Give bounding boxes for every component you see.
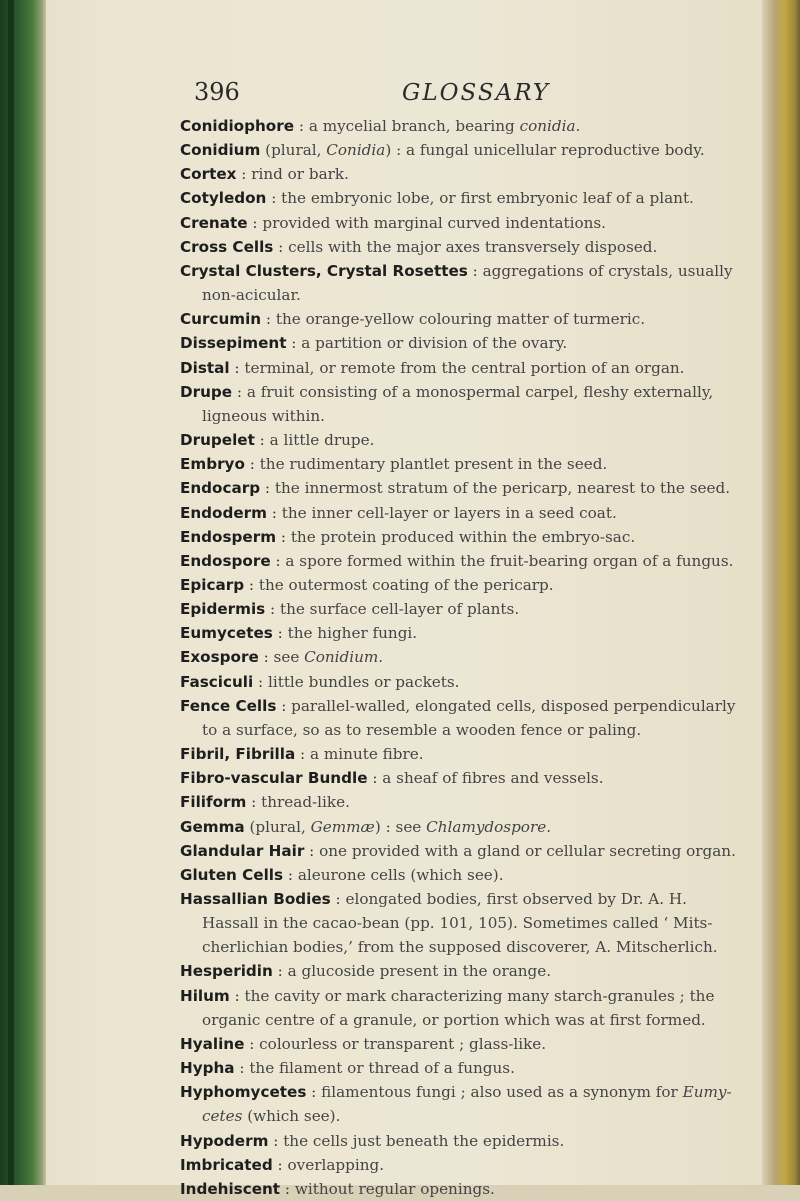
definition-text: the inner cell-layer or layers in a seed coat.: [281, 503, 617, 522]
definition-text: provided with marginal curved indentations.: [262, 213, 607, 232]
glossary-term: Epidermis: [180, 600, 266, 619]
definition-text: colourless or transparent ; glass-like.: [259, 1034, 547, 1053]
definition-text: see: [273, 648, 305, 667]
glossary-entry: [180, 815, 740, 839]
glossary-definition: [270, 431, 375, 449]
glossary-term: Exospore: [180, 648, 259, 667]
glossary-term: Hyphomycetes: [180, 1083, 307, 1102]
definition-italic-text: Eumy-cetes: [202, 1083, 732, 1126]
definition-text: a fruit consisting of a monospermal carpel, fleshy externally, ligneous within.: [202, 382, 714, 425]
glossary-entry: [180, 356, 740, 380]
glossary-term: Fence Cells: [180, 696, 277, 715]
definition-text: rind or bark.: [251, 165, 349, 184]
definition-text: the outermost coating of the pericarp.: [258, 575, 554, 594]
glossary-entry: [180, 549, 740, 573]
glossary-entry: [180, 621, 740, 645]
glossary-entry: [180, 307, 740, 331]
term-separator: :: [283, 865, 298, 884]
glossary-definition: [319, 842, 736, 860]
glossary-entry: [180, 1056, 740, 1080]
definition-text: the surface cell-layer of plants.: [279, 600, 520, 619]
term-separator: :: [265, 600, 280, 619]
term-separator: :: [276, 527, 291, 546]
definition-text: (which see).: [242, 1107, 341, 1126]
term-separator: :: [270, 551, 286, 570]
glossary-entry: [180, 573, 740, 597]
term-separator: :: [261, 310, 276, 329]
term-separator: :: [232, 382, 247, 401]
glossary-definition: [260, 455, 608, 473]
definition-italic-text: Conidium.: [304, 648, 384, 667]
definition-text: the orange-yellow colouring matter of turmeric.: [275, 310, 646, 329]
glossary-definition: [282, 504, 617, 522]
glossary-definition: [250, 818, 552, 836]
glossary-term: Hesperidin: [180, 962, 273, 981]
glossary-entry: [180, 211, 740, 235]
term-separator: :: [272, 624, 288, 643]
term-separator: :: [258, 648, 274, 667]
glossary-term: Conidiophore: [180, 117, 295, 135]
definition-text: a little drupe.: [269, 431, 375, 450]
glossary-entry: [180, 138, 740, 162]
definition-italic-text: Gemmæ: [310, 817, 375, 836]
term-separator: :: [268, 1131, 284, 1150]
term-separator: :: [266, 189, 282, 208]
glossary-term: Cortex: [180, 165, 237, 184]
term-separator: :: [234, 1059, 250, 1078]
glossary-term: Filiform: [180, 793, 247, 812]
glossary-entry: [180, 162, 740, 186]
term-separator: :: [244, 455, 260, 474]
glossary-definition: [281, 189, 694, 207]
glossary-entry: [180, 839, 740, 863]
definition-text: the embryonic lobe, or first embryonic leaf of a plant.: [281, 189, 694, 208]
glossary-definition: [288, 962, 552, 980]
glossary-entry: [180, 645, 740, 669]
glossary-entry: [180, 1129, 740, 1153]
term-separator: :: [286, 334, 302, 353]
definition-text: without regular openings.: [294, 1179, 495, 1198]
term-separator: :: [229, 358, 245, 377]
definition-text: overlapping.: [287, 1155, 385, 1174]
glossary-term: Eumycetes: [180, 624, 273, 643]
glossary-entry: [180, 742, 740, 766]
glossary-definition: [280, 600, 519, 618]
glossary-entry: [180, 114, 740, 138]
glossary-definition: [298, 866, 504, 884]
glossary-definition: [274, 648, 384, 666]
glossary-term: Cotyledon: [180, 189, 267, 208]
term-separator: :: [330, 890, 346, 908]
definition-text: aleurone cells (which see).: [297, 865, 504, 884]
definition-text: the protein produced within the embryo-sac.: [290, 527, 636, 546]
term-separator: :: [229, 986, 245, 1005]
glossary-entry: [180, 694, 740, 742]
term-separator: :: [253, 672, 268, 691]
definition-text: a sheaf of fibres and vessels.: [382, 769, 604, 788]
term-separator: :: [260, 479, 275, 498]
glossary-entry: [180, 186, 740, 210]
term-separator: :: [244, 575, 259, 594]
glossary-term: Embryo: [180, 455, 245, 474]
book-binding-left: [0, 0, 46, 1185]
glossary-entry: [180, 984, 740, 1032]
page-number: 396: [194, 78, 240, 106]
glossary-definition: [262, 214, 606, 232]
glossary-entry: [180, 670, 740, 694]
definition-text: aggregations of crystals, usually non-acicular.: [202, 261, 733, 305]
glossary-definition: [275, 479, 730, 497]
definition-text: little bundles or packets.: [268, 672, 460, 691]
glossary-entries: [180, 114, 740, 1201]
glossary-entry: [180, 452, 740, 476]
glossary-definition: [309, 117, 581, 135]
glossary-entry: [180, 380, 740, 428]
glossary-definition: [261, 793, 350, 811]
term-separator: :: [467, 261, 483, 280]
book-page: [46, 0, 762, 1198]
definition-text: the cells just beneath the epidermis.: [283, 1131, 565, 1150]
term-separator: :: [280, 1179, 295, 1198]
term-separator: :: [306, 1083, 322, 1102]
definition-text: the filament or thread of a fungus.: [249, 1059, 515, 1078]
definition-text: one provided with a gland or cellular secreting organ.: [319, 841, 736, 860]
glossary-term: Endocarp: [180, 479, 261, 498]
definition-text: the higher fungi.: [287, 624, 418, 643]
term-separator: :: [254, 431, 270, 450]
glossary-definition: [202, 987, 714, 1029]
glossary-entry: [180, 501, 740, 525]
term-separator: :: [276, 696, 292, 715]
definition-text: ) : see: [374, 817, 427, 836]
glossary-definition: [276, 310, 645, 328]
glossary-entry: [180, 766, 740, 790]
glossary-term: Conidium: [180, 141, 261, 160]
definition-text: ) : a fungal unicellular reproductive body.: [385, 141, 705, 160]
term-separator: :: [272, 962, 288, 981]
definition-italic-text: Chlamydospore.: [426, 817, 552, 836]
glossary-definition: [285, 552, 733, 570]
term-separator: :: [247, 213, 263, 232]
glossary-definition: [291, 528, 635, 546]
term-separator: :: [266, 503, 282, 522]
glossary-term: Fibro-vascular Bundle: [180, 769, 368, 788]
glossary-entry: [180, 259, 740, 307]
definition-text: thread-like.: [261, 793, 350, 812]
glossary-definition: [268, 673, 460, 691]
glossary-term: Hyaline: [180, 1034, 245, 1053]
glossary-definition: [288, 624, 418, 642]
glossary-entry: [180, 1080, 740, 1128]
glossary-term: Gluten Cells: [180, 865, 284, 884]
glossary-entry: [180, 235, 740, 259]
glossary-definition: [244, 359, 684, 377]
glossary-term: Hilum: [180, 986, 230, 1005]
book-binding-right: [762, 0, 800, 1185]
glossary-term: Crenate: [180, 213, 248, 232]
running-head: GLOSSARY: [402, 80, 551, 106]
definition-text: a glucoside present in the orange.: [287, 962, 552, 981]
definition-text: (plural,: [249, 817, 311, 836]
glossary-definition: [288, 238, 657, 256]
term-separator: :: [272, 1155, 288, 1174]
glossary-term: Gemma: [180, 817, 245, 836]
glossary-term: Endoderm: [180, 503, 267, 522]
glossary-definition: [310, 745, 424, 763]
glossary-definition: [382, 769, 603, 787]
definition-text: elongated bodies, first observed by Dr. A. H. Hassall in the cacao-bean (pp. 101, 105). Sometimes called ‘ Mits-cherlichian bodies,’ from the supposed discoverer, A. Mitscherlich.: [202, 890, 718, 957]
definition-text: filamentous fungi ; also used as a synonym for: [321, 1083, 683, 1102]
term-separator: :: [246, 793, 262, 812]
glossary-term: Endospore: [180, 551, 271, 570]
term-separator: :: [244, 1034, 260, 1053]
glossary-term: Curcumin: [180, 310, 262, 329]
definition-text: cells with the major axes transversely disposed.: [288, 237, 658, 256]
term-separator: :: [295, 745, 311, 764]
glossary-definition: [283, 1132, 564, 1150]
definition-text: terminal, or remote from the central portion of an organ.: [244, 358, 685, 377]
glossary-term: Dissepiment: [180, 334, 287, 353]
glossary-entry: [180, 525, 740, 549]
glossary-term: Fasciculi: [180, 672, 254, 691]
glossary-definition: [249, 1059, 515, 1077]
glossary-entry: [180, 863, 740, 887]
glossary-entry: [180, 331, 740, 355]
definition-text: the innermost stratum of the pericarp, nearest to the seed.: [274, 479, 731, 498]
glossary-definition: [251, 165, 349, 183]
term-separator: :: [236, 165, 252, 184]
definition-italic-text: Conidia: [326, 141, 386, 160]
page-header: [46, 76, 762, 116]
glossary-definition: [202, 383, 713, 425]
glossary-term: Imbricated: [180, 1155, 273, 1174]
glossary-term: Crystal Clusters, Crystal Rosettes: [180, 261, 468, 280]
glossary-definition: [259, 1035, 546, 1053]
glossary-entry: [180, 597, 740, 621]
term-separator: :: [304, 841, 320, 860]
glossary-entry: [180, 1032, 740, 1056]
glossary-term: Glandular Hair: [180, 841, 305, 860]
glossary-definition: [295, 1180, 495, 1198]
glossary-entry: [180, 959, 740, 983]
glossary-definition: [265, 141, 705, 159]
glossary-term: Drupelet: [180, 431, 255, 450]
glossary-term: Fibril, Fibrilla: [180, 745, 296, 764]
glossary-term: Hassallian Bodies: [180, 890, 331, 908]
glossary-term: Cross Cells: [180, 237, 274, 256]
definition-text: a minute fibre.: [310, 745, 424, 764]
definition-text: a mycelial branch, bearing: [308, 117, 520, 135]
definition-italic-text: conidia.: [519, 117, 581, 135]
glossary-term: Hypoderm: [180, 1131, 269, 1150]
glossary-entry: [180, 790, 740, 814]
glossary-definition: [301, 334, 567, 352]
glossary-term: Epicarp: [180, 575, 245, 594]
definition-text: a partition or division of the ovary.: [301, 334, 568, 353]
definition-text: the rudimentary plantlet present in the seed.: [259, 455, 608, 474]
glossary-entry: [180, 887, 740, 959]
definition-text: parallel-walled, elongated cells, disposed perpendicularly to a surface, so as to resemble a wooden fence or paling.: [202, 696, 736, 739]
definition-text: a spore formed within the fruit-bearing organ of a fungus.: [285, 551, 734, 570]
term-separator: :: [273, 237, 289, 256]
definition-text: the cavity or mark characterizing many starch-granules ; the organic centre of a granule, or portion which was at first formed.: [202, 986, 715, 1029]
glossary-term: Endosperm: [180, 527, 277, 546]
glossary-entry: [180, 1177, 740, 1201]
term-separator: :: [367, 769, 383, 788]
glossary-definition: [288, 1156, 385, 1174]
glossary-definition: [259, 576, 554, 594]
glossary-term: Hypha: [180, 1059, 235, 1078]
definition-text: (plural,: [265, 141, 327, 160]
glossary-term: Indehiscent: [180, 1179, 281, 1198]
glossary-entry: [180, 476, 740, 500]
glossary-entry: [180, 428, 740, 452]
glossary-entry: [180, 1153, 740, 1177]
glossary-term: Drupe: [180, 382, 233, 401]
term-separator: :: [294, 117, 309, 135]
glossary-term: Distal: [180, 358, 230, 377]
